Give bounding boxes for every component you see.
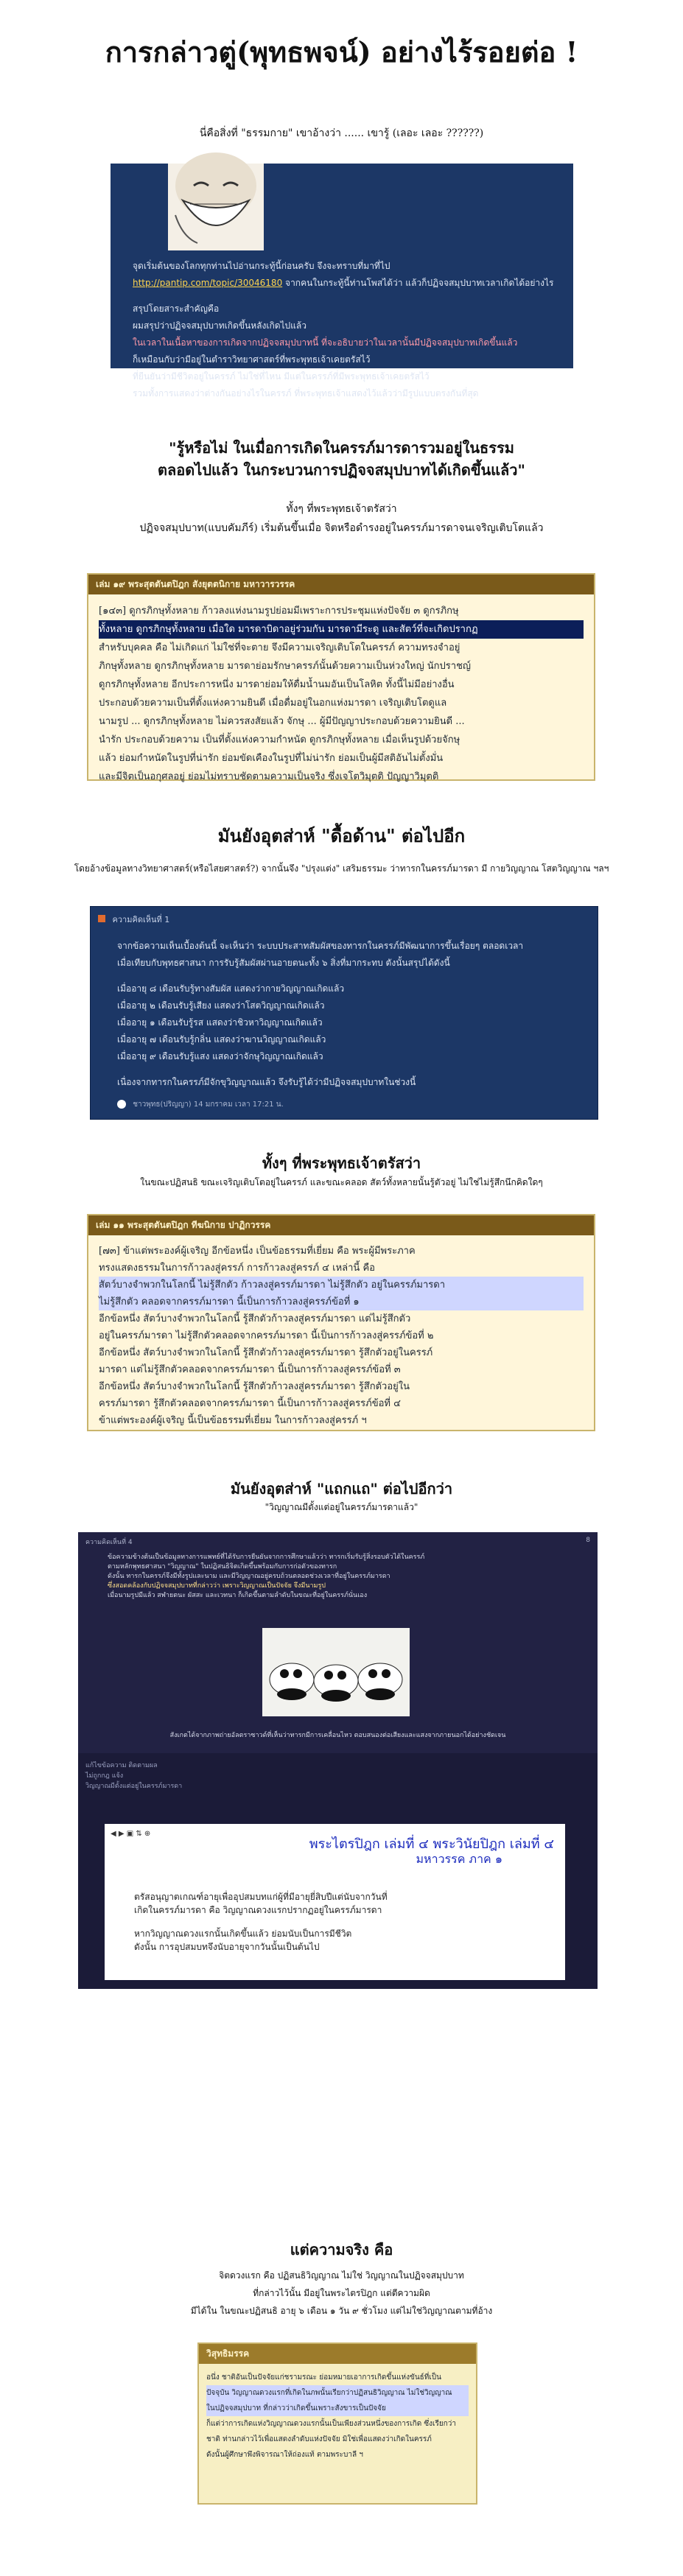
book2-line: ข้าแต่พระองค์ผู้เจริญ นี้เป็นข้อธรรมที่เยี่ยม ในการก้าวลงสู่ครรภ์ ฯ (99, 1415, 367, 1426)
forum-screenshot-1 (111, 164, 573, 399)
shot2-topbar: ความคิดเห็นที่ 1 (91, 907, 598, 932)
book1-line: ดูกรภิกษุทั้งหลาย อีกประการหนึ่ง มารดาย่อมให้ดื่มน้ำนมอันเป็นโลหิต ทั้งนี้ไม่มีอย่างอื่น (99, 679, 455, 690)
shot1-line: ผมสรุปว่าปฏิจจสมุปบาทเกิดขึ้นหลังเกิดไปแล้ว (133, 320, 307, 331)
shot3-footer-line[interactable]: ไม่ถูกกฎ แจ้ง (85, 1772, 124, 1780)
book3-line: ก็แต่ว่าการเกิดแห่งวิญญาณดวงแรกนั้นเป็นเพียงส่วนหนึ่งของการเกิด ซึ่งเรียกว่า (206, 2420, 456, 2428)
book2-line: อีกข้อหนึ่ง สัตว์บางจำพวกในโลกนี้ รู้สึกตัวก้าวลงสู่ครรภ์มารดา รู้สึกตัวอยู่ในครรภ์ (99, 1347, 433, 1358)
sec3-sub: ในขณะปฏิสนธิ ขณะเจริญเติบโตอยู่ในครรภ์ และขณะคลอด สัตว์ทั้งหลายนั้นรู้ตัวอยู่ ไม่ใช่ไม่รู้สึกนึกคิดใดๆ (140, 1177, 543, 1187)
sec5-line: ที่กล่าวไว้นั้น มีอยู่ในพระไตรปิฎก แต่ตีความผิด (253, 2288, 430, 2298)
book2-line: มารดา แต่ไม่รู้สึกตัวคลอดจากครรภ์มารดา นี้เป็นการก้าวลงสู่ครรภ์ข้อที่ ๓ (99, 1364, 401, 1375)
shot2-line: จากข้อความเห็นเบื้องต้นนี้ จะเห็นว่า ระบบประสาทสัมผัสของทารกในครรภ์มีพัฒนาการขึ้นเรื่อยๆ ตลอดเวลา (117, 941, 524, 951)
sec1-sub-2: ปฏิจจสมุปบาท(แบบคัมภีร์) เริ่มต้นขึ้นเมื่อ จิตหรือดำรงอยู่ในครรภ์มารดาจนเจริญเติบโตแล้ว (139, 522, 544, 534)
shot1-line: รวมทั้งการแสดงว่าต่างกันอย่างไรในครรภ์ ที่พระพุทธเจ้าแสดงไว้แล้วว่ามีรูปแบบตรงกันที่สุด (133, 388, 479, 399)
shot1-line: สรุปโดยสาระสำคัญคือ (133, 303, 220, 314)
sec1-sub-1: ทั้งๆ ที่พระพุทธเจ้าตรัสว่า (286, 503, 397, 515)
sec1-heading-1: "รู้หรือไม่ ในเมื่อการเกิดในครรภ์มารดารวมอยู่ในธรรม (169, 439, 514, 457)
shot3-footer-line: วิญญาณมีตั้งแต่อยู่ในครรภ์มารดา (85, 1783, 183, 1790)
shot3-bottom-text: สังเกตได้จากภาพถ่ายอัลตราซาวด์ที่เห็นว่าทารกมีการเคลื่อนไหว ตอบสนองต่อเสียงและแสงจากภายนอกได้อย่างชัดเจน (169, 1732, 506, 1739)
book2-highlight-line: สัตว์บางจำพวกในโลกนี้ ไม่รู้สึกตัว ก้าวลงสู่ครรภ์มารดา ไม่รู้สึกตัว อยู่ในครรภ์มารดา (99, 1277, 584, 1294)
book1-line: แล้ว ย่อมกำหนัดในรูปที่น่ารัก ย่อมขัดเคืองในรูปที่ไม่น่ารัก ย่อมเป็นผู้มีสติอันไม่ตั้งมั่น (99, 753, 444, 764)
shot1-line: ก็เหมือนกับว่ามีอยู่ในตำราวิทยาศาสตร์ที่พระพุทธเจ้าเคยตรัสไว้ (133, 354, 371, 365)
book3-highlight-line: ปัจจุบัน วิญญาณดวงแรกที่เกิดในภพนั้นเรียกว่าปฏิสนธิวิญญาณ ไม่ใช่วิญญาณ (206, 2385, 469, 2401)
sec5-heading: แต่ความจริง คือ (290, 2241, 393, 2259)
shot3-line: เมื่อนามรูปมีแล้ว สฬายตนะ ผัสสะ และเวทนา ก็เกิดขึ้นตามลำดับในขณะที่อยู่ในครรภ์นั่นเอง (108, 1592, 368, 1599)
shot2-list-item: เมื่ออายุ ๙ เดือนรับรู้แสง แสดงว่าจักษุวิญญาณเกิดแล้ว (117, 1051, 323, 1061)
page-title: การกล่าวตู่(พุทธพจน์) อย่างไร้รอยต่อ ! (105, 35, 578, 69)
pdf-toolbar[interactable]: ◀ ▶ ▣ ⇅ ⊕ (111, 1830, 151, 1838)
shot2-list-item: เมื่ออายุ ๒ เดือนรับรู้เสียง แสดงว่าโสตวิญญาณเกิดแล้ว (117, 1000, 325, 1011)
sec5-line: จิตดวงแรก คือ ปฏิสนธิวิญญาณ ไม่ใช่ วิญญาณในปฏิจจสมุปบาท (219, 2270, 464, 2281)
pantip-topic-link[interactable]: http://pantip.com/topic/30046180 (133, 278, 283, 288)
shot1-line: จากคนในกระทู้นี้ท่านโพสได้ว่า แล้วก็ปฏิจจสมุปบาทเวลาเกิดได้อย่างไร (285, 278, 554, 288)
pdf-title-2: มหาวรรค ภาค ๑ (416, 1852, 502, 1866)
shot1-highlight-line: ในเวลาในเนื้อหาของการเกิดจากปฏิจจสมุปบาทนี้ ที่จะอธิบายว่าในเวลานั้นมีปฏิจจสมุปบาทเกิดขึ้นแล้ว (133, 337, 518, 348)
book2-line: ทรงแสดงธรรมในการก้าวลงสู่ครรภ์ การก้าวลงสู่ครรภ์ ๔ เหล่านี้ คือ (99, 1263, 375, 1274)
book2-header: เล่ม ๑๑ พระสุตตันตปิฎก ทีฆนิกาย ปาฏิกวรรค (88, 1215, 594, 1235)
shot1-line: จุดเริ่มต้นของโลกทุกท่านไปอ่านกระทู้นี้ก่อนครับ จึงจะทราบที่มาที่ไป (133, 261, 390, 271)
avatar (117, 1100, 126, 1109)
shot3-line: ซึ่งสอดคล้องกับปฏิจจสมุปบาทที่กล่าวว่า เพราะวิญญาณเป็นปัจจัย จึงมีนามรูป (108, 1582, 326, 1590)
shot1-line: ที่ยืนยันว่ามีชีวิตอยู่ในครรภ์ ไม่ใช่ที่ไหน มีแต่ในครรภ์ที่มีพระพุทธเจ้าเคยตรัสไว้ (133, 371, 430, 382)
book1-highlight-line: ทั้งหลาย ดูกรภิกษุทั้งหลาย เมื่อใด มารดาบิดาอยู่ร่วมกัน มารดามีระดู และสัตว์ที่จะเกิดปรากฏ (99, 620, 584, 639)
book1-header: เล่ม ๑๙ พระสุตตันตปิฎก สังยุตตนิกาย มหาวารวรรค (88, 575, 594, 594)
shot3-line: ดังนั้น ทารกในครรภ์จึงมีทั้งรูปและนาม และมีวิญญาณอยู่ครบถ้วนตลอดช่วงเวลาที่อยู่ในครรภ์มารดา (108, 1573, 390, 1580)
book3-header: วิสุทธิมรรค (199, 2344, 476, 2364)
shot2-list-item: เมื่ออายุ ๑ เดือนรับรู้รส แสดงว่าชิวหาวิญญาณเกิดแล้ว (117, 1017, 323, 1028)
book2-line: อีกข้อหนึ่ง สัตว์บางจำพวกในโลกนี้ รู้สึกตัวก้าวลงสู่ครรภ์มารดา รู้สึกตัวอยู่ใน (99, 1381, 410, 1392)
shot2-list-item: เมื่ออายุ ๗ เดือนรับรู้กลิ่น แสดงว่าฆานวิญญาณเกิดแล้ว (117, 1034, 326, 1045)
pdf-paragraph-2: หากวิญญาณดวงแรกนั้นเกิดขึ้นแล้ว ย่อมนับเป็นการมีชีวิต ดังนั้น การอุปสมบทจึงนับอายุจากวันนั้นเป็นต้นไป (134, 1929, 352, 1952)
tipitaka-excerpt-3 (197, 2342, 477, 2505)
book1-line: และมีจิตเป็นอกุศลอยู่ ย่อมไม่ทราบชัดตามความเป็นจริง ซึ่งเจโตวิมุตติ ปัญญาวิมุตติ (99, 771, 439, 782)
sec5-line: มีได้ใน ในขณะปฏิสนธิ อายุ ๖ เดือน ๑ วัน ๙ ชั่วโมง แต่ไม่ใช่วิญญาณตามที่อ้าง (190, 2306, 493, 2316)
sec4-sub: "วิญญาณมีตั้งแต่อยู่ในครรภ์มารดาแล้ว" (265, 1502, 418, 1512)
comment-icon (98, 915, 105, 922)
tipitaka-excerpt-2 (87, 1214, 595, 1431)
book1-line: นามรูป ... ดูกรภิกษุทั้งหลาย ไม่ควรสงสัยแล้ว จักษุ ... ผู้มีปัญญาประกอบด้วยความยินดี ... (99, 716, 465, 727)
book2-line: อยู่ในครรภ์มารดา ไม่รู้สึกตัวคลอดจากครรภ์มารดา นี้เป็นการก้าวลงสู่ครรภ์ข้อที่ ๒ (99, 1330, 434, 1341)
book1-line: สำหรับบุคคล คือ ไม่เกิดแก่ ไม่ใช่ที่จะตาย จึงมีความเจริญเติบโตในครรภ์ ความทรงจำอยู่ (99, 642, 460, 653)
laughing-face-image (168, 164, 264, 250)
book2-line: [๗๓] ข้าแต่พระองค์ผู้เจริญ อีกข้อหนึ่ง เป็นข้อธรรมที่เยี่ยม คือ พระผู้มีพระภาค (99, 1246, 416, 1257)
shot3-topbar: ความคิดเห็นที่ 4 8 (85, 1537, 590, 1546)
pdf-title-1: พระไตรปิฎก เล่มที่ ๔ พระวินัยปิฎก เล่มที่ ๔ (309, 1836, 554, 1852)
book2-line: ครรภ์มารดา รู้สึกตัวคลอดจากครรภ์มารดา นี้เป็นการก้าวลงสู่ครรภ์ข้อที่ ๔ (99, 1398, 401, 1409)
intro-line: นี่คือสิ่งที่ "ธรรมกาย" เขาอ้างว่า ...... เขารู้ (เลอะ เลอะ ??????) (199, 127, 484, 139)
forum-screenshot-2 (90, 906, 598, 1120)
shot3-footer-line[interactable]: แก้ไขข้อความ ติดตามผล (85, 1762, 158, 1769)
book3-line: อนึ่ง ชาติอันเป็นปัจจัยแก่ชรามรณะ ย่อมหมายเอาการเกิดขึ้นแห่งขันธ์ที่เป็น (206, 2373, 441, 2382)
pdf-viewer (78, 1819, 598, 1989)
book1-line: ประกอบด้วยความเป็นที่ตั้งแห่งความยินดี เมื่อดื่มอยู่ในอกแห่งมารดา เจริญเติบโตดูแล (99, 698, 447, 709)
shot2-closing: เนื่องจากทารกในครรภ์มีจักขุวิญญาณแล้ว จึงรับรู้ได้ว่ามีปฏิจจสมุปบาทในช่วงนี้ (117, 1077, 416, 1087)
sec3-heading: ทั้งๆ ที่พระพุทธเจ้าตรัสว่า (262, 1154, 421, 1172)
book1-line: [๑๔๓] ดูกรภิกษุทั้งหลาย ก้าวลงแห่งนามรูปย่อมมีเพราะการประชุมแห่งปัจจัย ๓ ดูกรภิกษุ (99, 606, 459, 617)
book3-highlight-line: ในปฏิจจสมุปบาท ที่กล่าวว่าเกิดขึ้นเพราะสังขารเป็นปัจจัย (206, 2401, 469, 2416)
shot3-line: ข้อความข้างต้นเป็นข้อมูลทางการแพทย์ที่ได้รับการยืนยันจากการศึกษาแล้วว่า ทารกเริ่มรับรู้สิ่งรอบตัวได้ในครรภ์ (108, 1554, 425, 1561)
book2-line: อีกข้อหนึ่ง สัตว์บางจำพวกในโลกนี้ รู้สึกตัวก้าวลงสู่ครรภ์มารดา แต่ไม่รู้สึกตัว (99, 1313, 411, 1324)
tipitaka-excerpt-1 (87, 573, 595, 781)
forum-screenshot-3 (78, 1532, 598, 1819)
book1-line: นำรัก ประกอบด้วยความ เป็นที่ตั้งแห่งความกำหนัด ดูกรภิกษุทั้งหลาย เมื่อเห็นรูปด้วยจักษุ (99, 734, 460, 745)
pdf-paragraph-1: ตรัสอนุญาตเกณฑ์อายุเพื่ออุปสมบทแก่ผู้ที่มีอายุยี่สิบปีแต่นับจากวันที่ เกิดในครรภ์มารดา คือ วิญญาณดวงแรกปรากฏอยู่ในครรภ์มารดา (134, 1892, 388, 1915)
panda-image (262, 1628, 410, 1716)
shot2-list-item: เมื่ออายุ ๘ เดือนรับรู้ทางสัมผัส แสดงว่ากายวิญญาณเกิดแล้ว (117, 983, 345, 994)
book2-highlight-line: ไม่รู้สึกตัว คลอดจากครรภ์มารดา นี้เป็นการก้าวลงสู่ครรภ์ข้อที่ ๑ (99, 1294, 584, 1310)
shot3-line: ตามหลักพุทธศาสนา "วิญญาณ" ในปฏิสนธิจิตเกิดขึ้นพร้อมกับการก่อตัวของทารก (108, 1563, 337, 1570)
sec2-heading: มันยังอุตส่าห์ "ดื้อด้าน" ต่อไปอีก (217, 825, 466, 846)
book1-line: ภิกษุทั้งหลาย ดูกรภิกษุทั้งหลาย มารดาย่อมรักษาครรภ์นั้นด้วยความเป็นห่วงใหญ่ นักปราชญ์ (99, 661, 471, 672)
shot2-footer: ชาวพุทธ(ปริญญา) 14 มกราคม เวลา 17:21 น. (117, 1099, 284, 1110)
book3-line: ชาติ ท่านกล่าวไว้เพื่อแสดงลำดับแห่งปัจจัย มิใช่เพื่อแสดงว่าเกิดในครรภ์ (206, 2435, 432, 2443)
sec1-heading-2: ตลอดไปแล้ว ในกระบวนการปฏิจจสมุปบาทได้เกิดขึ้นแล้ว" (158, 461, 525, 479)
sec2-sub: โดยอ้างข้อมูลทางวิทยาศาสตร์(หรือไสยศาสตร์?) จากนั้นจึง "ปรุงแต่ง" เสริมธรรมะ ว่าทารกในครรภ์มารดา มี กายวิญญาณ โสตวิญญาณ ฯลฯ (74, 863, 609, 874)
book3-line: ดังนั้นผู้ศึกษาพึงพิจารณาให้ถ่องแท้ ตามพระบาลี ฯ (206, 2451, 363, 2459)
comment-number: 8 (586, 1537, 590, 1544)
sec4-heading: มันยังอุตส่าห์ "แถกแถ" ต่อไปอีกว่า (230, 1480, 453, 1498)
shot2-line: เมื่อเทียบกับพุทธศาสนา การรับรู้สัมผัสผ่านอายตนะทั้ง ๖ สิ่งที่มากระทบ ตังนั้นสรุปได้ดังนี้ (117, 958, 450, 968)
pdf-page (105, 1824, 565, 1980)
